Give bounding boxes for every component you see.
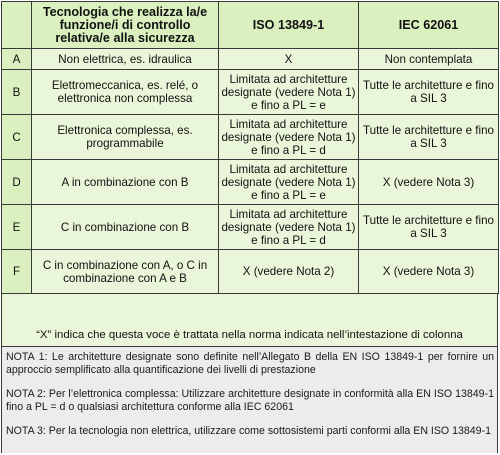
row-tech: A in combinazione con B (32, 160, 219, 205)
header-row (2, 2, 499, 49)
row-letter: E (2, 205, 32, 250)
row-letter: B (2, 70, 32, 115)
row-tech: Elettronica complessa, es. programmabile (32, 115, 219, 160)
row-letter: C (2, 115, 32, 160)
row-iso: Limitata ad architetture designate (vedere Nota 1) e fino a PL = d (219, 205, 359, 250)
header-iso: ISO 13849-1 (219, 2, 359, 49)
row-tech: Non elettrica, es. idraulica (32, 49, 219, 70)
row-iec: Non contemplata (359, 49, 499, 70)
row-iso: Limitata ad architetture designate (vedere Nota 1) e fino a PL = d (219, 115, 359, 160)
table-row (2, 160, 499, 205)
row-tech: C in combinazione con A, o C in combinazione con A e B (32, 250, 219, 294)
table-row (2, 115, 499, 160)
row-letter: D (2, 160, 32, 205)
note-2 (6, 388, 494, 413)
note-text: Per la tecnologia non elettrica, utilizzare come sottosistemi parti conformi alla EN ISO 13849-1 (48, 425, 491, 437)
table-row (2, 49, 499, 70)
header-iec: IEC 62061 (359, 2, 499, 49)
note-label: NOTA 2: (6, 388, 46, 400)
table-row (2, 70, 499, 115)
row-iso: Limitata ad architetture designate (vedere Nota 1) e fino a PL = e (219, 70, 359, 115)
note-1 (6, 351, 494, 376)
note-label: NOTA 1: (6, 351, 48, 363)
x-legend: “X” indica che questa voce è trattata nella norma indicata nell’intestazione di colonna (2, 325, 497, 347)
note-label: NOTA 3: (6, 425, 46, 437)
row-iec: Tutte le architetture e fino a SIL 3 (359, 205, 499, 250)
header-tech: Tecnologia che realizza la/e funzione/i di controllo relativa/e alla sicurezza (32, 2, 219, 49)
note-text: Le architetture designate sono definite nell’Allegato B della EN ISO 13849-1 per fornire un approccio semplificato alla quantificazione dei livelli di prestazione (6, 351, 494, 376)
standards-comparison-sheet (1, 1, 498, 453)
row-iec: X (vedere Nota 3) (359, 250, 499, 294)
row-tech: C in combinazione con B (32, 205, 219, 250)
table-row (2, 205, 499, 250)
notes-section (2, 347, 497, 453)
row-letter: F (2, 250, 32, 294)
row-iec: Tutte le architetture e fino a SIL 3 (359, 115, 499, 160)
row-iec: Tutte le architetture e fino a SIL 3 (359, 70, 499, 115)
note-text: Per l’elettronica complessa: Utilizzare architetture designate in conformità alla EN ISO 13849-1 fino a PL = d o qualsiasi architettura conforme alla IEC 62061 (6, 388, 494, 413)
note-3 (6, 425, 494, 438)
table-row (2, 250, 499, 294)
row-iso: X (219, 49, 359, 70)
row-iec: X (vedere Nota 3) (359, 160, 499, 205)
row-letter: A (2, 49, 32, 70)
row-iso: Limitata ad architetture designate (vedere Nota 1) e fino a PL = e (219, 160, 359, 205)
row-tech: Elettromeccanica, es. relé, o elettronica non complessa (32, 70, 219, 115)
row-iso: X (vedere Nota 2) (219, 250, 359, 294)
standards-table (1, 1, 499, 294)
header-letter-cell (2, 2, 32, 49)
